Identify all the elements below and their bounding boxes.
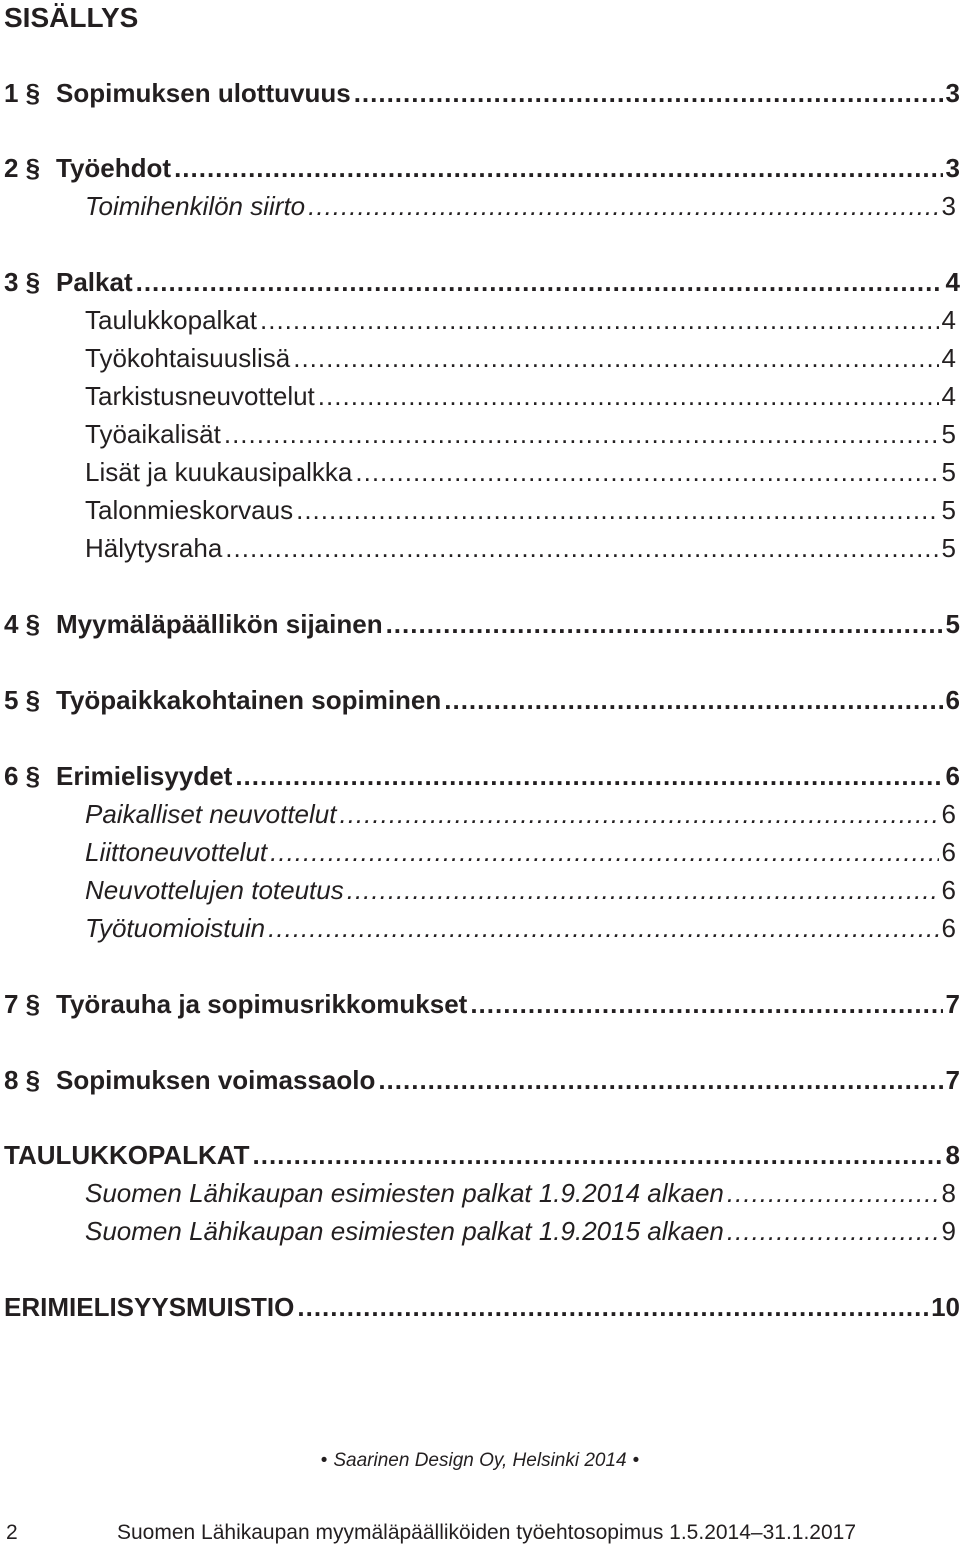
toc-page-number: 8 xyxy=(941,1178,956,1208)
dot-leader xyxy=(268,909,938,947)
toc-entry-title: Erimielisyydet xyxy=(56,761,233,791)
toc-page-number: 3 xyxy=(945,78,960,108)
toc-entry[interactable] xyxy=(0,1136,960,1174)
dot-leader xyxy=(347,871,939,909)
toc-entry[interactable] xyxy=(0,1174,956,1212)
toc-page-number: 6 xyxy=(945,761,960,791)
toc-page-number: 6 xyxy=(941,799,956,829)
toc-page-number: 8 xyxy=(945,1140,960,1170)
toc-entry-title: Paikalliset neuvottelut xyxy=(85,799,337,829)
page-footer xyxy=(0,1518,960,1548)
toc-entry-label xyxy=(85,1174,724,1212)
toc-entry[interactable] xyxy=(0,263,960,301)
toc-entry[interactable] xyxy=(0,1288,960,1326)
section-number: 7 § xyxy=(4,989,41,1019)
dot-leader xyxy=(260,301,939,339)
toc-entry[interactable] xyxy=(0,909,956,947)
toc-entry-label xyxy=(85,491,293,529)
toc-entry-label xyxy=(85,833,267,871)
toc-entry-label xyxy=(4,149,171,187)
toc-entry-title: Työehdot xyxy=(56,153,172,183)
dot-leader xyxy=(297,1288,928,1326)
toc-entry-title: Hälytysraha xyxy=(85,533,223,563)
toc-entry-title: Työtuomioistuin xyxy=(85,913,266,943)
toc-page-number: 5 xyxy=(941,457,956,487)
toc-entry-title: Myymäläpäällikön sijainen xyxy=(56,609,383,639)
toc-entry-label xyxy=(85,909,265,947)
dot-leader xyxy=(386,605,943,643)
toc-entry-label xyxy=(4,1136,250,1174)
section-number: 4 § xyxy=(4,609,41,639)
toc-entry-label xyxy=(85,187,305,225)
section-number: 3 § xyxy=(4,267,41,297)
toc-entry-title: Taulukkopalkat xyxy=(85,305,257,335)
toc-entry[interactable] xyxy=(0,833,956,871)
dot-leader xyxy=(727,1174,939,1212)
toc-entry[interactable] xyxy=(0,377,956,415)
dot-leader xyxy=(253,1136,943,1174)
dot-leader xyxy=(318,377,939,415)
toc-entry-label xyxy=(4,263,133,301)
toc-entry-label xyxy=(4,1288,294,1326)
dot-leader xyxy=(378,1061,942,1099)
toc-page-number: 4 xyxy=(941,381,956,411)
toc-entry-label xyxy=(4,757,232,795)
toc-entry-title: Suomen Lähikaupan esimiesten palkat 1.9.2014 alkaen xyxy=(85,1178,724,1208)
toc-entry-title: Suomen Lähikaupan esimiesten palkat 1.9.2015 alkaen xyxy=(85,1216,724,1246)
toc-page-number: 3 xyxy=(941,191,956,221)
toc-entry-title: Toimihenkilön siirto xyxy=(85,191,306,221)
dot-leader xyxy=(224,415,939,453)
toc-page-number: 5 xyxy=(941,533,956,563)
toc-entry-title: Neuvottelujen toteutus xyxy=(85,875,344,905)
toc-entry-title: Työrauha ja sopimusrikkomukset xyxy=(56,989,468,1019)
toc-entry[interactable] xyxy=(0,339,956,377)
toc-entry[interactable] xyxy=(0,795,956,833)
footer-page-number: 2 xyxy=(6,1521,18,1544)
section-number: 6 § xyxy=(4,761,41,791)
footer-title: Suomen Lähikaupan myymäläpäälliköiden työehtosopimus 1.5.2014–31.1.2017 xyxy=(117,1521,857,1544)
toc-page-number: 6 xyxy=(941,837,956,867)
toc-entry-label xyxy=(85,453,352,491)
toc-entry-label xyxy=(85,377,315,415)
bullet-right: • xyxy=(632,1450,640,1471)
dot-leader xyxy=(339,795,938,833)
toc-entry-label xyxy=(4,1061,375,1099)
toc-page-number: 3 xyxy=(945,153,960,183)
toc-entry-label xyxy=(85,339,290,377)
toc-entry[interactable] xyxy=(0,491,956,529)
toc-page-number: 4 xyxy=(945,267,960,297)
toc-page-number: 6 xyxy=(941,875,956,905)
dot-leader xyxy=(355,453,938,491)
toc-entry[interactable] xyxy=(0,453,956,491)
dot-leader xyxy=(354,74,943,112)
toc-entry-label xyxy=(85,871,344,909)
toc-entry[interactable] xyxy=(0,529,956,567)
dot-leader xyxy=(727,1212,939,1250)
dot-leader xyxy=(174,149,942,187)
toc-entry-label xyxy=(85,1212,724,1250)
toc-entry-label xyxy=(4,985,467,1023)
toc-page-number: 4 xyxy=(941,305,956,335)
colophon-text: Saarinen Design Oy, Helsinki 2014 xyxy=(333,1450,627,1471)
toc-entry-title: Työpaikkakohtainen sopiminen xyxy=(56,685,442,715)
section-number: 5 § xyxy=(4,685,41,715)
toc-page-number: 5 xyxy=(941,419,956,449)
toc-entry-title: ERIMIELISYYSMUISTIO xyxy=(4,1292,295,1322)
toc-page-number: 6 xyxy=(945,685,960,715)
toc-entry[interactable] xyxy=(0,605,960,643)
toc-entry-label xyxy=(4,681,441,719)
toc-page-number: 4 xyxy=(941,343,956,373)
section-number: 8 § xyxy=(4,1065,41,1095)
toc-entry[interactable] xyxy=(0,1212,956,1250)
toc-entry[interactable] xyxy=(0,187,956,225)
toc-entry-label xyxy=(85,795,336,833)
dot-leader xyxy=(444,681,942,719)
section-number: 1 § xyxy=(4,78,41,108)
toc-entry-title: Palkat xyxy=(56,267,133,297)
toc-heading: SISÄLLYS xyxy=(4,2,139,33)
toc-entry[interactable] xyxy=(0,415,956,453)
toc-entry-title: Tarkistusneuvottelut xyxy=(85,381,315,411)
toc-entry-title: Liittoneuvottelut xyxy=(85,837,268,867)
toc-entry[interactable] xyxy=(0,871,956,909)
toc-page-number: 6 xyxy=(941,913,956,943)
toc-entry[interactable] xyxy=(0,681,960,719)
toc-page-number: 10 xyxy=(931,1292,960,1322)
toc-entry[interactable] xyxy=(0,1061,960,1099)
toc-page-number: 5 xyxy=(945,609,960,639)
toc-entry-label xyxy=(4,74,351,112)
toc-entry-title: Lisät ja kuukausipalkka xyxy=(85,457,353,487)
toc-entry-label xyxy=(85,529,222,567)
toc-page-number: 9 xyxy=(941,1216,956,1246)
bullet-left: • xyxy=(320,1450,328,1471)
dot-leader xyxy=(225,529,938,567)
toc-page-number: 7 xyxy=(945,989,960,1019)
toc-entry-label xyxy=(85,415,221,453)
dot-leader xyxy=(308,187,938,225)
toc-entry-title: Työkohtaisuuslisä xyxy=(85,343,291,373)
section-number: 2 § xyxy=(4,153,41,183)
toc-entry[interactable] xyxy=(0,149,960,187)
dot-leader xyxy=(293,339,938,377)
toc-page-number: 7 xyxy=(945,1065,960,1095)
toc-entry-title: Sopimuksen voimassaolo xyxy=(56,1065,376,1095)
toc-entry-label xyxy=(85,301,257,339)
toc-entry[interactable] xyxy=(0,757,960,795)
dot-leader xyxy=(296,491,938,529)
dot-leader xyxy=(470,985,942,1023)
toc-entry-title: Talonmieskorvaus xyxy=(85,495,294,525)
toc-entry[interactable] xyxy=(0,301,956,339)
colophon xyxy=(0,1446,960,1476)
toc-entry-title: TAULUKKOPALKAT xyxy=(4,1140,250,1170)
dot-leader xyxy=(270,833,938,871)
dot-leader xyxy=(235,757,942,795)
toc-entry-label xyxy=(4,605,383,643)
toc-page-number: 5 xyxy=(941,495,956,525)
dot-leader xyxy=(136,263,943,301)
toc-entry[interactable] xyxy=(0,985,960,1023)
toc-entry[interactable] xyxy=(0,74,960,112)
toc-entry-title: Työaikalisät xyxy=(85,419,221,449)
toc-entry-title: Sopimuksen ulottuvuus xyxy=(56,78,351,108)
